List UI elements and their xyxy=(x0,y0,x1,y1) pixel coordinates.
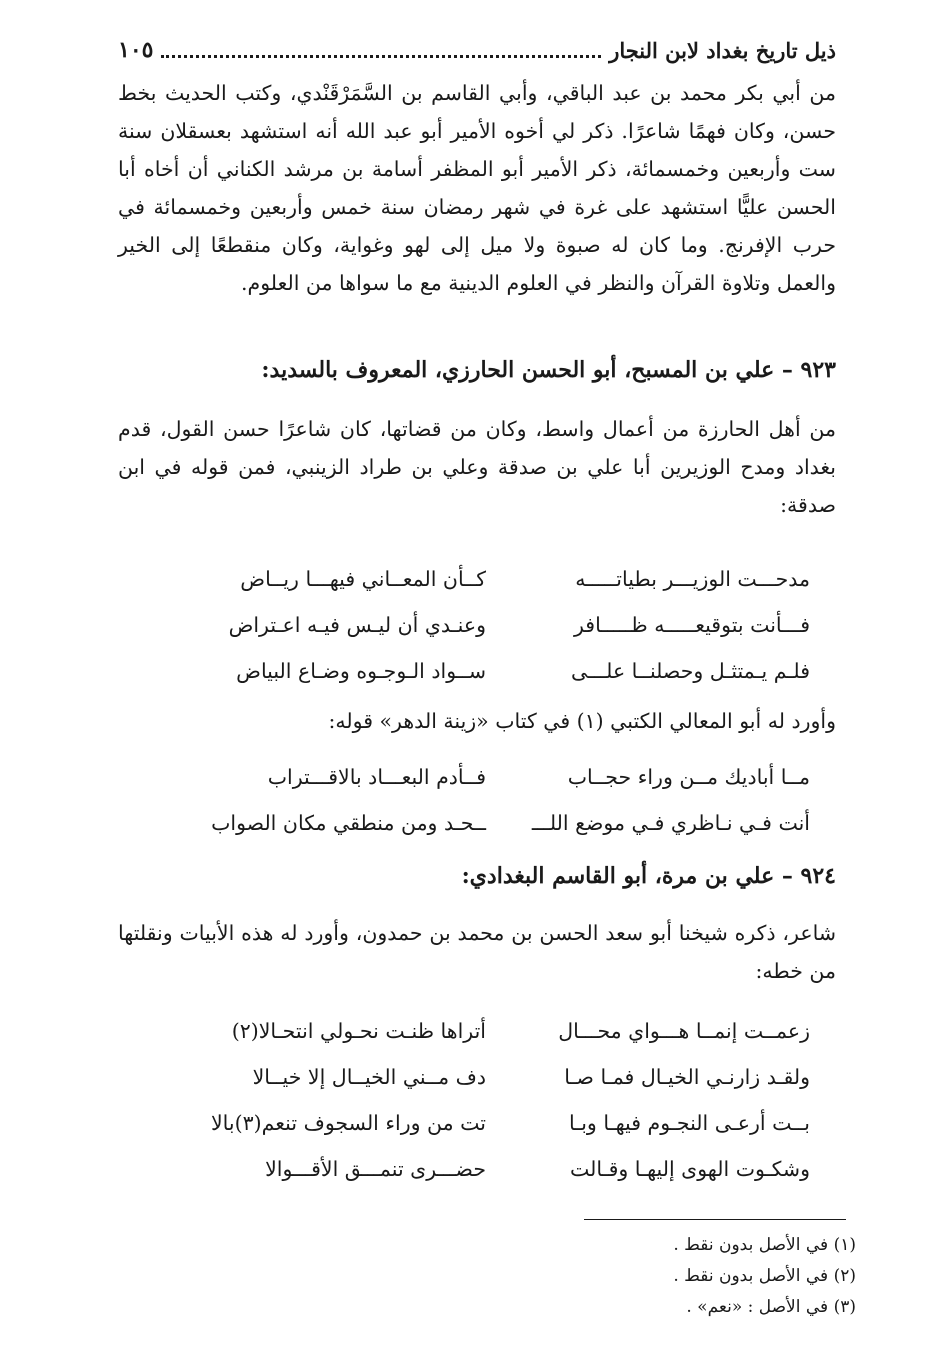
poem-verse xyxy=(118,556,836,602)
second-hemistich: كــأن المعــاني فيهـــا ريــاض xyxy=(240,567,486,591)
first-hemistich: ولقـد زارنـي الخيـال فمـا صـا xyxy=(564,1065,810,1089)
poem-verse xyxy=(118,1008,836,1054)
second-hemistich: تت من وراء السجوف تنعم(٣)بالا xyxy=(210,1111,486,1135)
poem-verse xyxy=(118,1146,836,1192)
second-hemistich: دف مــني الخيــال إلا خيــالا xyxy=(252,1065,486,1089)
entry-923-poem-2 xyxy=(118,754,836,846)
poem-verse xyxy=(118,754,836,800)
footnote-3: (٣) في الأصل : «نعم» . xyxy=(686,1297,856,1317)
first-hemistich: مدحـــت الوزيـــر بطياتـــــه xyxy=(575,567,810,591)
poem-verse xyxy=(118,602,836,648)
first-hemistich: بــت أرعـى النجـوم فيهـا وبـا xyxy=(568,1111,810,1135)
intro-paragraph xyxy=(118,74,836,302)
entry-923-transition xyxy=(118,702,836,740)
page-number: ١٠٥ xyxy=(118,37,154,63)
entry-923-text: من أهل الحارزة من أعمال واسط، وكان من قضاتها، كان شاعرًا حسن القول، قدم بغداد ومدح الوزيرين أبا علي بن صدقة وعلي بن طراد الزينبي، فمن قوله في ابن صدقة: xyxy=(118,417,836,517)
running-head xyxy=(118,30,836,70)
footnotes xyxy=(456,1230,856,1323)
first-hemistich: مــا أباديك مــن وراء حجــاب xyxy=(567,765,810,789)
second-hemistich: ســواد الـوجـوه وضـاع البياض xyxy=(236,659,486,683)
poem-verse xyxy=(118,1100,836,1146)
second-hemistich: ــحـد ومن منطقي مكان الصواب xyxy=(211,811,486,835)
first-hemistich: فـــأنت بتوقيعـــــه ظـــــافر xyxy=(573,613,810,637)
dotted-leader xyxy=(161,43,601,58)
second-hemistich: حضـــرى تنمـــق الأقـــوالا xyxy=(265,1157,486,1181)
footnote-separator xyxy=(584,1219,846,1220)
entry-923-paragraph xyxy=(118,410,836,524)
first-hemistich: وشكـوت الهوى إليهـا وقـالت xyxy=(569,1157,810,1181)
second-hemistich: فــأدم البعـــاد بالاقـــتراب xyxy=(267,765,486,789)
entry-924-heading: ٩٢٤ – علي بن مرة، أبو القاسم البغدادي: xyxy=(461,863,836,889)
footnote-2: (٢) في الأصل بدون نقط . xyxy=(673,1266,856,1286)
poem-verse xyxy=(118,800,836,846)
footnote-1: (١) في الأصل بدون نقط . xyxy=(673,1235,856,1255)
first-hemistich: زعمــت إنمــا هـــواي محـــال xyxy=(558,1019,810,1043)
entry-923-heading: ٩٢٣ – علي بن المسبح، أبو الحسن الحارزي، المعروف بالسديد: xyxy=(261,357,836,383)
intro-text: من أبي بكر محمد بن عبد الباقي، وأبي القاسم بن السَّمَرْقَنْدي، وكتب الحديث بخط حسن، وكان فهمًا شاعرًا. ذكر لي أخوه الأمير أبو عبد الله أنه استشهد بعسقلان سنة ست وأربعين وخمسمائة، ذكر الأمير أبو المظفر أسامة بن مرشد الكناني أن أخاه أبا الحسن عليًّا استشهد على غرة في شهر رمضان سنة خمس وأربعين وخمسمائة في حرب الإفرنج. وما كان له صبوة ولا ميل إلى لهو وغواية، وكان منقطعًا إلى الخير والعمل وتلاوة القرآن والنظر في العلوم الدينية مع ما سواها من العلوم. xyxy=(118,81,836,295)
entry-924-text: شاعر، ذكره شيخنا أبو سعد الحسن بن محمد بن حمدون، وأورد له هذه الأبيات ونقلتها من خطه: xyxy=(118,921,836,983)
entry-924-paragraph xyxy=(118,914,836,990)
transition-text: وأورد له أبو المعالي الكتبي (١) في كتاب «زينة الدهر» قوله: xyxy=(328,709,836,733)
poem-verse xyxy=(118,648,836,694)
second-hemistich: أتراها ظنـت نحـولي انتحـالا(٢) xyxy=(231,1019,486,1043)
poem-verse xyxy=(118,1054,836,1100)
entry-924-poem xyxy=(118,1008,836,1192)
second-hemistich: وعنـدي أن ليـس فيـه اعـتراض xyxy=(228,613,486,637)
book-title: ذيل تاريخ بغداد لابن النجار xyxy=(609,37,836,63)
first-hemistich: فلـم يـمتثـل وحصلنــا علـــى xyxy=(571,659,810,683)
first-hemistich: أنت فـي نـاظري فـي موضع اللـــ xyxy=(531,811,810,835)
entry-923-poem-1 xyxy=(118,556,836,694)
